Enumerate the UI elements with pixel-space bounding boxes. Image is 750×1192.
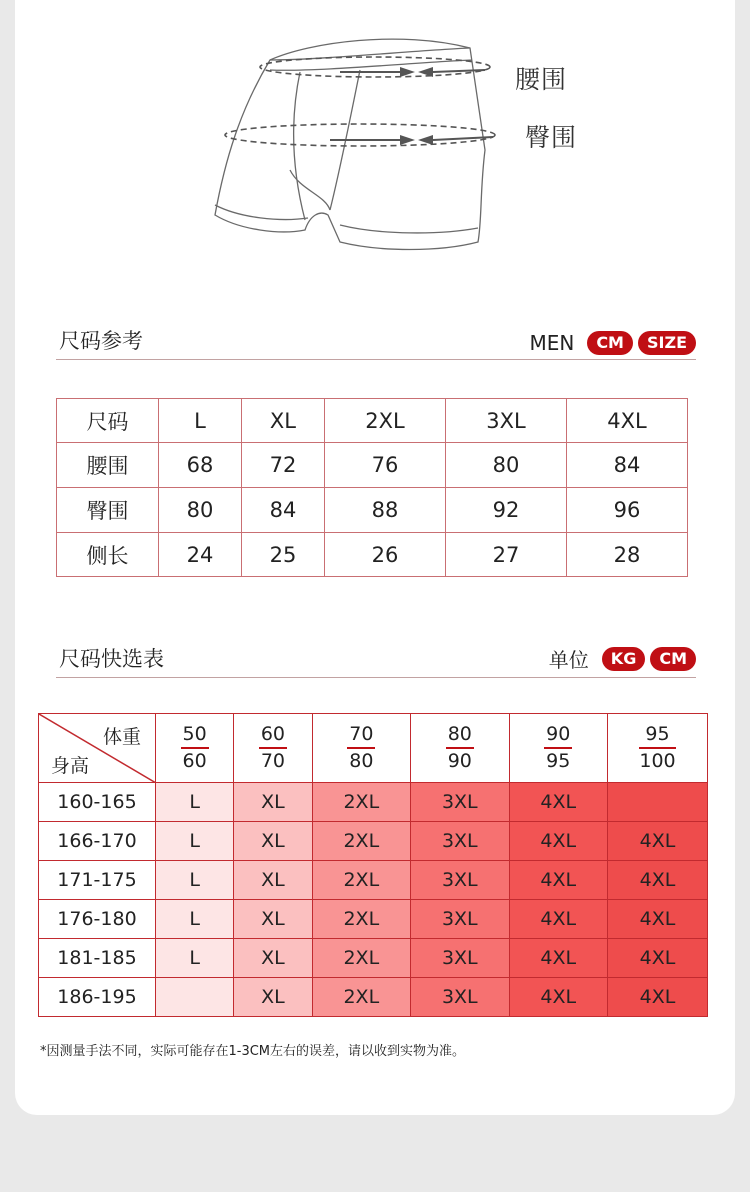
table-row bbox=[57, 533, 688, 577]
table-row bbox=[39, 861, 708, 900]
size-reference-title: 尺码参考 bbox=[59, 329, 143, 353]
weight-max: 70 bbox=[260, 750, 286, 772]
hip-label: 臀围 bbox=[525, 123, 578, 152]
size-quick-select-table bbox=[38, 713, 708, 1017]
height-range-cell: 166-170 bbox=[39, 822, 156, 861]
quick-select-header bbox=[56, 648, 696, 678]
recommended-size-cell: 4XL bbox=[608, 861, 708, 900]
value-cell: 28 bbox=[566, 533, 687, 577]
size-cell: 2XL bbox=[324, 399, 445, 443]
height-range-cell: 160-165 bbox=[39, 783, 156, 822]
recommended-size-cell: 3XL bbox=[411, 783, 509, 822]
cm-badge: CM bbox=[650, 647, 696, 671]
weight-max: 100 bbox=[639, 750, 676, 772]
row-label: 臀围 bbox=[57, 488, 159, 533]
value-cell: 26 bbox=[324, 533, 445, 577]
recommended-size-cell: 4XL bbox=[509, 978, 607, 1017]
recommended-size-cell: 3XL bbox=[411, 822, 509, 861]
size-cell: 3XL bbox=[445, 399, 566, 443]
waist-label: 腰围 bbox=[515, 65, 568, 94]
kg-badge: KG bbox=[602, 647, 646, 671]
recommended-size-cell: 2XL bbox=[312, 900, 410, 939]
quick-select-units bbox=[549, 644, 696, 673]
recommended-size-cell: 4XL bbox=[509, 939, 607, 978]
row-label: 侧长 bbox=[57, 533, 159, 577]
recommended-size-cell: 4XL bbox=[608, 939, 708, 978]
recommended-size-cell: 3XL bbox=[411, 939, 509, 978]
table-row bbox=[39, 714, 708, 783]
recommended-size-cell: 4XL bbox=[509, 900, 607, 939]
value-cell: 80 bbox=[159, 488, 242, 533]
size-header-cell: 尺码 bbox=[57, 399, 159, 443]
weight-min: 80 bbox=[446, 722, 474, 749]
recommended-size-cell: 2XL bbox=[312, 861, 410, 900]
table-row bbox=[39, 900, 708, 939]
recommended-size-cell: 4XL bbox=[509, 861, 607, 900]
height-range-cell: 171-175 bbox=[39, 861, 156, 900]
weight-header-cell bbox=[234, 714, 312, 783]
recommended-size-cell: XL bbox=[234, 939, 312, 978]
recommended-size-cell: XL bbox=[234, 783, 312, 822]
underwear-measurement-illustration bbox=[200, 20, 500, 260]
table-row bbox=[39, 783, 708, 822]
recommended-size-cell: 2XL bbox=[312, 783, 410, 822]
unit-label: 单位 bbox=[548, 648, 589, 672]
size-cell: L bbox=[159, 399, 242, 443]
weight-max: 90 bbox=[447, 750, 472, 772]
value-cell: 84 bbox=[241, 488, 324, 533]
cm-badge: CM bbox=[587, 331, 633, 355]
value-cell: 24 bbox=[159, 533, 242, 577]
weight-header-cell bbox=[312, 714, 410, 783]
recommended-size-cell: L bbox=[156, 939, 234, 978]
recommended-size-cell: L bbox=[156, 822, 234, 861]
value-cell: 92 bbox=[445, 488, 566, 533]
recommended-size-cell: XL bbox=[234, 900, 312, 939]
weight-min: 90 bbox=[544, 722, 572, 749]
recommended-size-cell bbox=[156, 978, 234, 1017]
weight-header-cell bbox=[608, 714, 708, 783]
weight-min: 95 bbox=[639, 722, 675, 749]
recommended-size-cell: 2XL bbox=[312, 939, 410, 978]
height-range-cell: 186-195 bbox=[39, 978, 156, 1017]
table-row bbox=[57, 488, 688, 533]
corner-cell bbox=[39, 714, 156, 783]
recommended-size-cell: L bbox=[156, 783, 234, 822]
value-cell: 76 bbox=[324, 443, 445, 488]
recommended-size-cell: 3XL bbox=[411, 978, 509, 1017]
value-cell: 80 bbox=[445, 443, 566, 488]
value-cell: 72 bbox=[241, 443, 324, 488]
table-row bbox=[57, 443, 688, 488]
height-range-cell: 176-180 bbox=[39, 900, 156, 939]
table-row bbox=[57, 399, 688, 443]
weight-min: 70 bbox=[347, 722, 375, 749]
height-axis-label: 身高 bbox=[51, 755, 90, 777]
value-cell: 25 bbox=[241, 533, 324, 577]
recommended-size-cell: L bbox=[156, 861, 234, 900]
size-cell: 4XL bbox=[566, 399, 687, 443]
recommended-size-cell: XL bbox=[234, 861, 312, 900]
recommended-size-cell bbox=[608, 783, 708, 822]
weight-max: 95 bbox=[546, 750, 571, 772]
table-row bbox=[39, 822, 708, 861]
measurement-note: *因测量手法不同，实际可能存在1-3CM左右的误差，请以收到实物为准。 bbox=[40, 1044, 466, 1059]
weight-max: 80 bbox=[349, 750, 374, 772]
size-badge: SIZE bbox=[638, 331, 696, 355]
quick-select-title: 尺码快选表 bbox=[59, 647, 164, 671]
height-range-cell: 181-185 bbox=[39, 939, 156, 978]
size-reference-units bbox=[529, 331, 696, 355]
value-cell: 96 bbox=[566, 488, 687, 533]
size-cell: XL bbox=[241, 399, 324, 443]
size-reference-header bbox=[56, 330, 696, 360]
table-row bbox=[39, 978, 708, 1017]
recommended-size-cell: 2XL bbox=[312, 978, 410, 1017]
weight-axis-label: 体重 bbox=[102, 726, 141, 748]
recommended-size-cell: L bbox=[156, 900, 234, 939]
value-cell: 68 bbox=[159, 443, 242, 488]
recommended-size-cell: 3XL bbox=[411, 900, 509, 939]
recommended-size-cell: 2XL bbox=[312, 822, 410, 861]
recommended-size-cell: 4XL bbox=[608, 978, 708, 1017]
weight-header-cell bbox=[509, 714, 607, 783]
row-label: 腰围 bbox=[57, 443, 159, 488]
recommended-size-cell: 4XL bbox=[608, 900, 708, 939]
weight-min: 60 bbox=[259, 722, 287, 749]
size-reference-table bbox=[56, 398, 688, 577]
value-cell: 27 bbox=[445, 533, 566, 577]
men-label: MEN bbox=[529, 331, 575, 355]
recommended-size-cell: 4XL bbox=[608, 822, 708, 861]
recommended-size-cell: 3XL bbox=[411, 861, 509, 900]
recommended-size-cell: 4XL bbox=[509, 822, 607, 861]
value-cell: 84 bbox=[566, 443, 687, 488]
weight-min: 50 bbox=[181, 722, 209, 749]
recommended-size-cell: XL bbox=[234, 978, 312, 1017]
weight-max: 60 bbox=[182, 750, 207, 772]
value-cell: 88 bbox=[324, 488, 445, 533]
weight-header-cell bbox=[156, 714, 234, 783]
recommended-size-cell: 4XL bbox=[509, 783, 607, 822]
weight-header-cell bbox=[411, 714, 509, 783]
recommended-size-cell: XL bbox=[234, 822, 312, 861]
table-row bbox=[39, 939, 708, 978]
